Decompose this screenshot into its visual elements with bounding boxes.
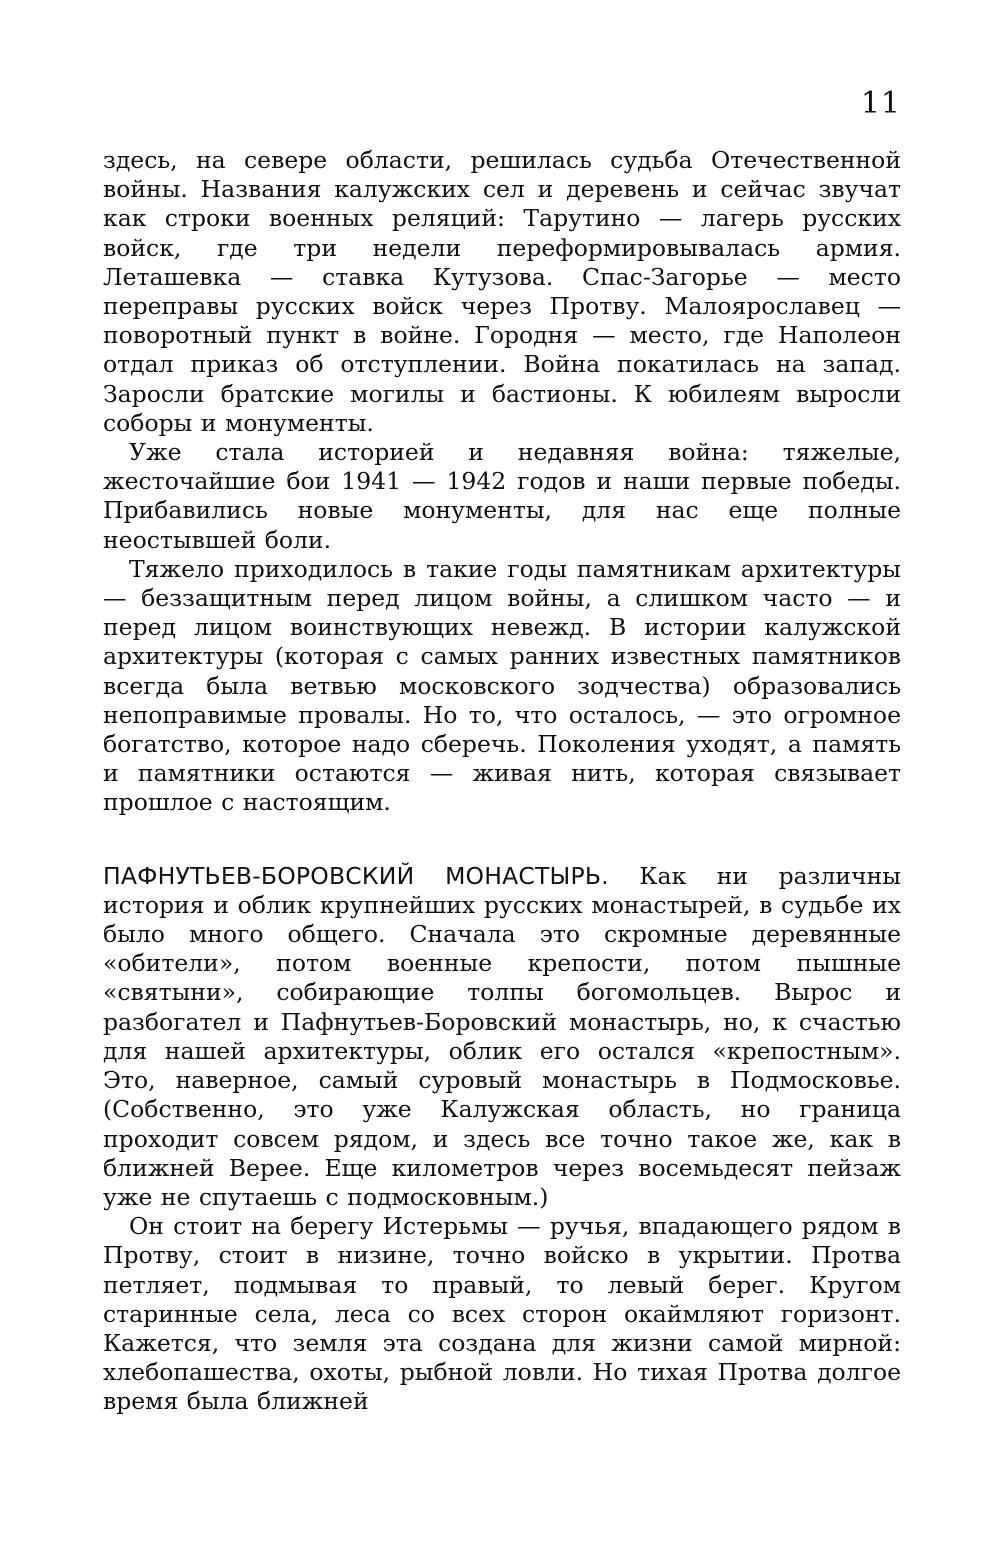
- paragraph-3: Тяжело приходилось в такие годы памятникам архитектуры — беззащитным перед лицом войны, а слишком часто — и перед лицом воинствующих невежд. В истории калужской архитектуры (которая с самых ранних известных памятников всегда была ветвью московского зодчества) образовались непоправимые провалы. Но то, что осталось, — это огромное богатство, которое надо сберечь. Поколения уходят, а память и памятники остаются — живая нить, которая связывает прошлое с настоящим.: [103, 554, 901, 817]
- paragraph-1: здесь, на севере области, решилась судьба Отечественной войны. Названия калужских сел и деревень и сейчас звучат как строки военных реляций: Тарутино — лагерь русских войск, где три недели переформировывалась армия. Леташевка — ставка Кутузова. Спас-Загорье — место переправы русских войск через Протву. Малоярославец — поворотный пункт в войне. Городня — место, где Наполеон отдал приказ об отступлении. Война покатилась на запад. Заросли братские могилы и бастионы. К юбилеям выросли соборы и монументы.: [103, 146, 901, 437]
- section-paragraph-1: Он стоит на берегу Истерьмы — ручья, впадающего рядом в Протву, стоит в низине, точно войско в укрытии. Протва петляет, подмывая то правый, то левый берег. Кругом старинные села, леса со всех сторон окаймляют горизонт. Кажется, что земля эта создана для жизни самой мирной: хлебопашества, охоты, рыбной ловли. Но тихая Протва долгое время была ближней: [103, 1212, 901, 1416]
- page-number: 11: [860, 86, 901, 121]
- section-intro-paragraph: [103, 862, 901, 1212]
- text-column: [103, 146, 901, 1417]
- section-title: ПАФНУТЬЕВ-БОРОВСКИЙ МОНАСТЫРЬ.: [103, 861, 609, 890]
- section-intro-text: Как ни различны история и облик крупнейших русских монастырей, в судьбе их было много общего. Сначала это скромные деревянные «обители», потом военные крепости, потом пышные «святыни», собирающие толпы богомольцев. Вырос и разбогател и Пафнутьев-Боровский монастырь, но, к счастью для нашей архитектуры, облик его остался «крепостным». Это, наверное, самый суровый монастырь в Подмосковье. (Собственно, это уже Калужская область, но граница проходит совсем рядом, и здесь все точно такое же, как в ближней Верее. Еще километров через восемьдесят пейзаж уже не спутаешь с подмосковным.): [103, 861, 901, 1211]
- section-break: [103, 818, 901, 862]
- paragraph-2: Уже стала историей и недавняя война: тяжелые, жесточайшие бои 1941 — 1942 годов и наши первые победы. Прибавились новые монументы, для нас еще полные неостывшей боли.: [103, 438, 901, 554]
